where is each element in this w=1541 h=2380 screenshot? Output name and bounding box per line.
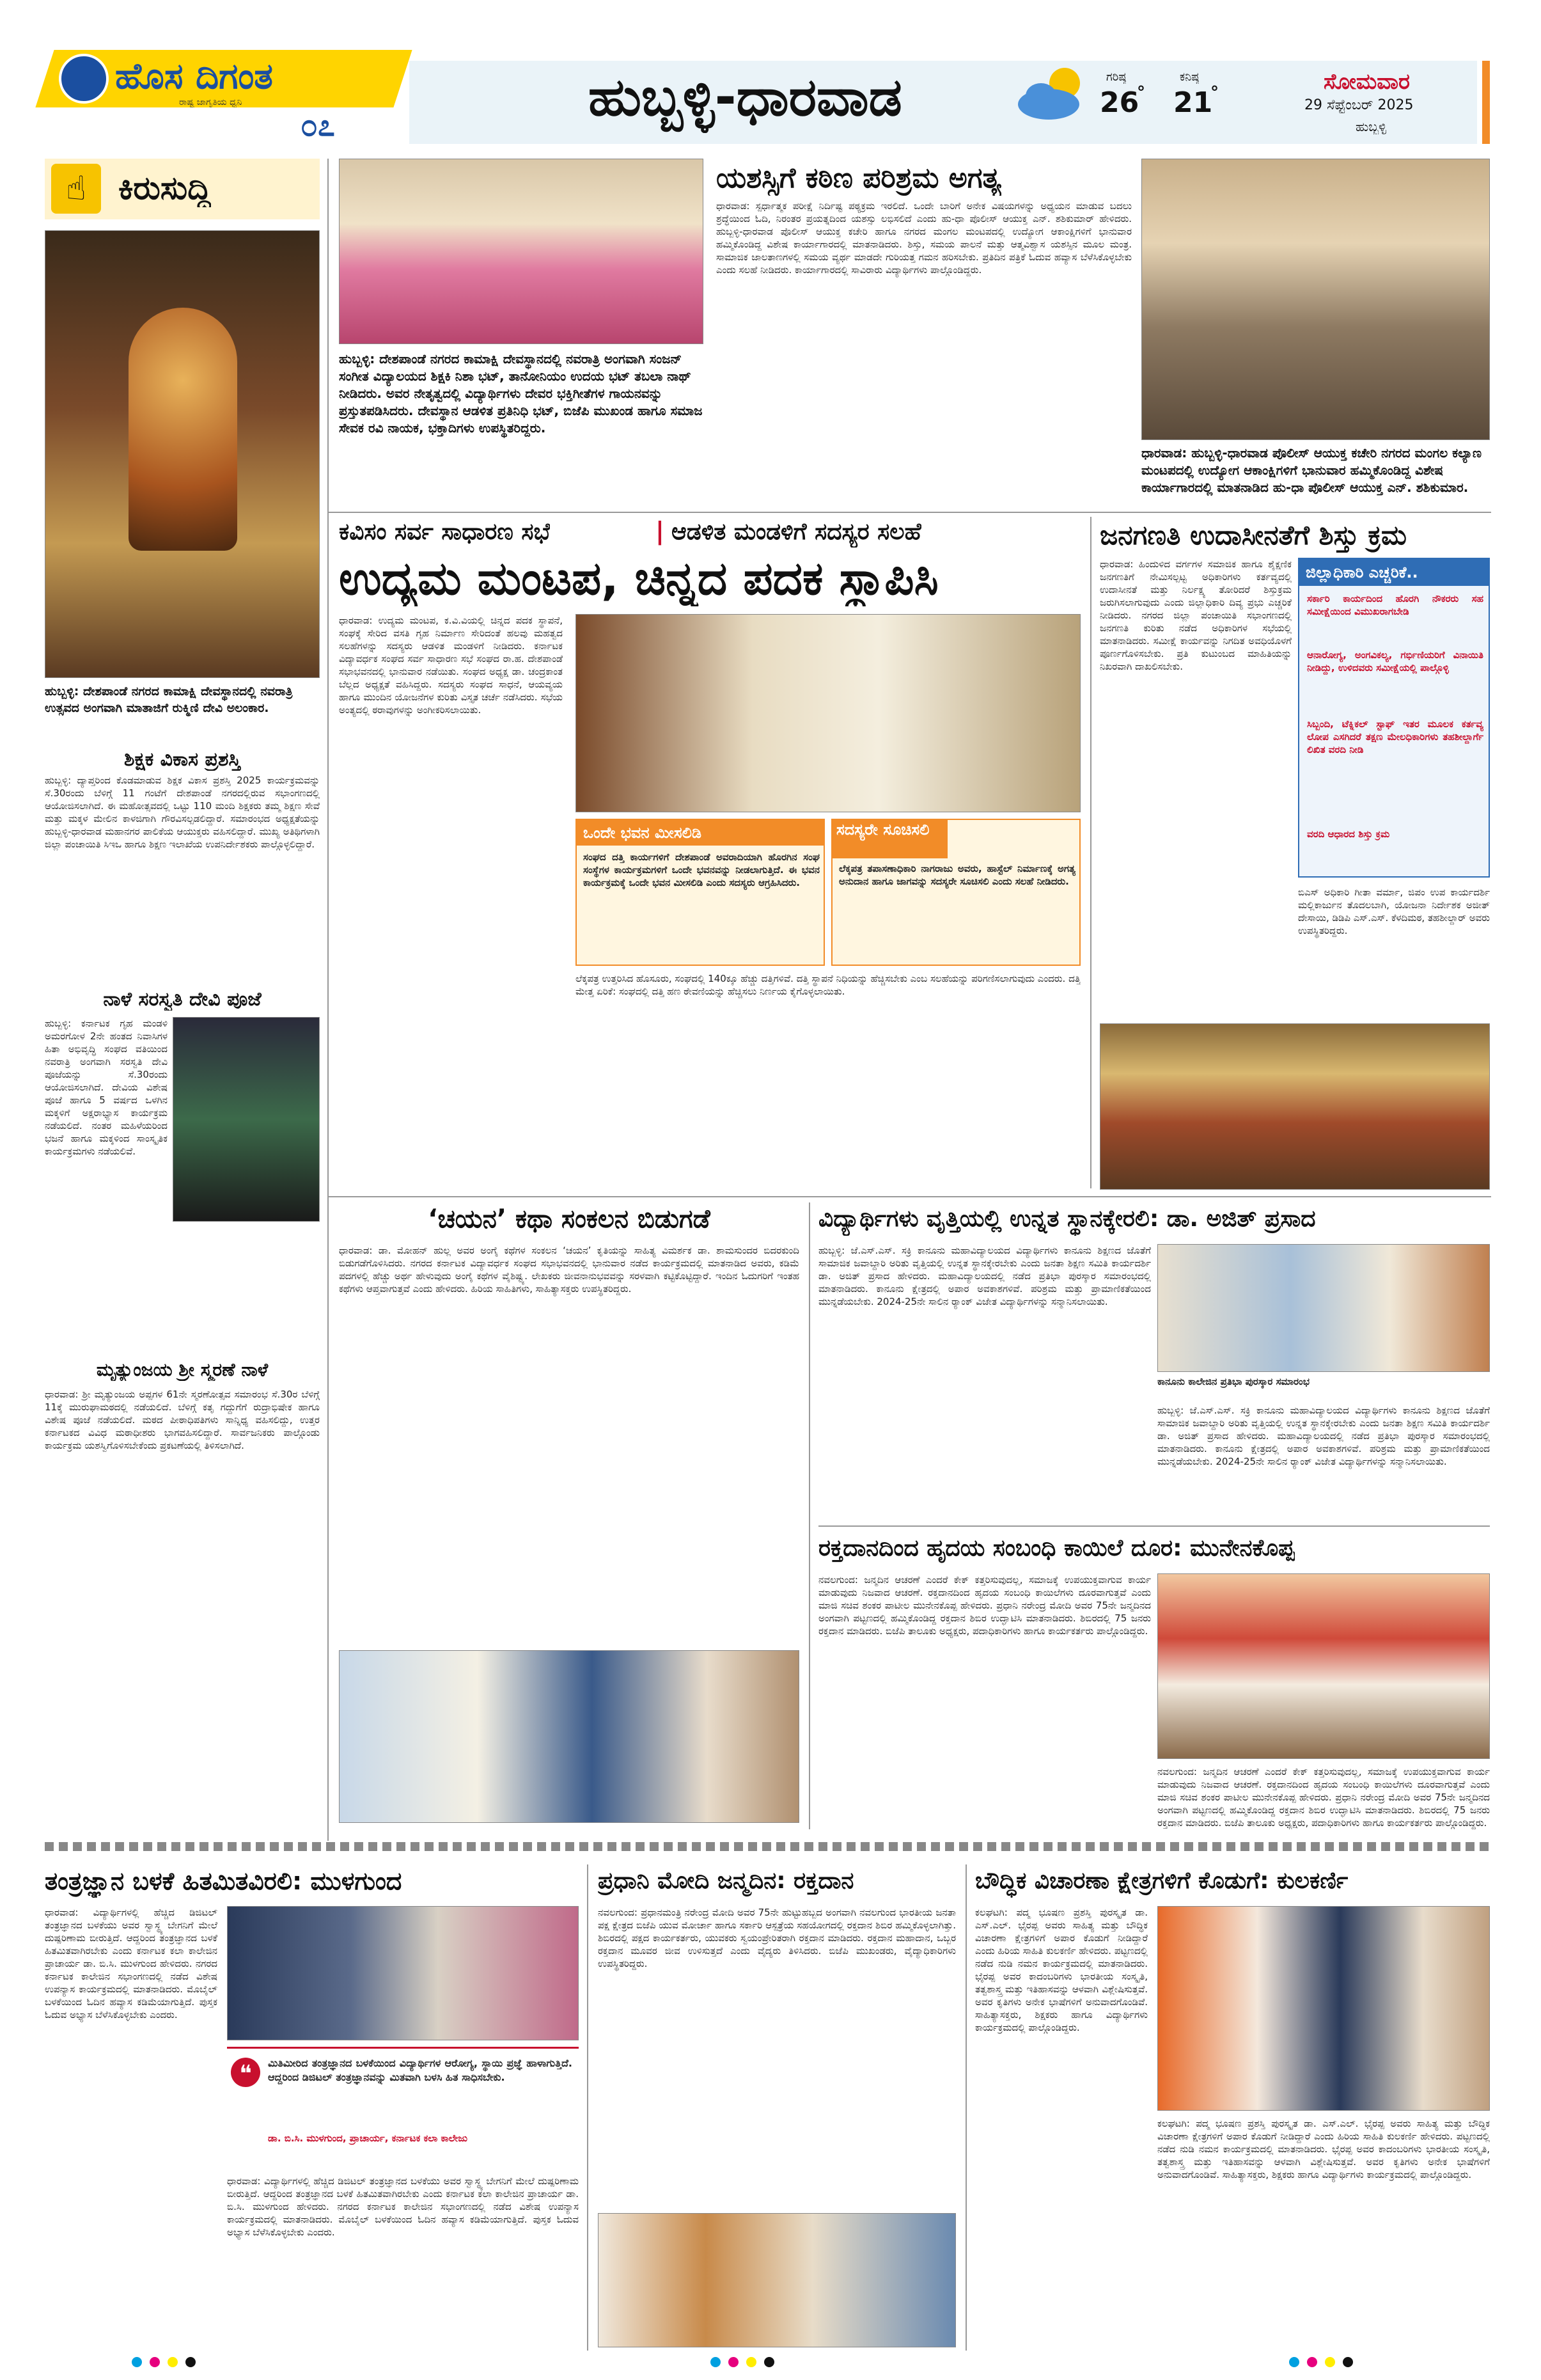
section-separator (45, 1842, 1490, 1851)
column-divider-3 (809, 1202, 810, 1829)
ajit-title: ವಿದ್ಯಾರ್ಥಿಗಳು ವೃತ್ತಿಯಲ್ಲಿ ಉನ್ನತ ಸ್ಥಾನಕ್ಕೇರಲಿ: ಡಾ. ಅಜಿತ್ ಪ್ರಸಾದ (818, 1206, 1316, 1232)
kirusuddi-header (45, 159, 320, 219)
ajit-photo (1157, 1244, 1490, 1372)
udyama-kicker-sep: | (655, 517, 664, 545)
column-divider (327, 159, 329, 1841)
raktadana-title: ರಕ್ತದಾನದಿಂದ ಹೃದಯ ಸಂಬಂಧಿ ಕಾಯಿಲೆ ದೂರ: ಮುನೇನಕೊಪ್ಪ (818, 1535, 1295, 1561)
weather-cloud-icon (1010, 61, 1093, 125)
music-caption: ಹುಬ್ಬಳ್ಳಿ: ದೇಶಪಾಂಡೆ ನಗರದ ಕಾಮಾಕ್ಷಿ ದೇವಸ್ಥಾನದಲ್ಲಿ ನವರಾತ್ರಿ ಅಂಗವಾಗಿ ಸಂಜನ್ ಸಂಗೀತ ವಿದ್ಯಾಲಯದ ಶಿಕ್ಷಕಿ ನಿಶಾ ಭಟ್, ತಾನೋನಿಯಂ ಉದಯ ಭಟ್ ತಬಲಾ ನಾಥ್ ನೀಡಿದರು. ಅವರ ನೇತೃತ್ವದಲ್ಲಿ ವಿದ್ಯಾರ್ಥಿಗಳು ದೇವರ ಭಕ್ತಿಗೀತೆಗಳ ಗಾಯನವನ್ನು ಪ್ರಸ್ತುತಪಡಿಸಿದರು. ದೇವಸ್ಥಾನ ಆಡಳಿತ ಪ್ರತಿನಿಧಿ ಭಟ್, ಬಿಜೆಪಿ ಮುಖಂಡ ಹಾಗೂ ಸಮಾಜ ಸೇವಕ ರವಿ ನಾಯಕ, ಭಕ್ತಾದಿಗಳು ಉಪಸ್ಥಿತರಿದ್ದರು. (339, 351, 703, 436)
quote-author: ಡಾ. ಬಿ.ಸಿ. ಮುಳಗುಂದ, ಪ್ರಾಚಾರ್ಯ, ಕರ್ನಾಟಕ ಕಲಾ ಕಾಲೇಜು (268, 2132, 468, 2144)
ajit-body: ಹುಬ್ಬಳ್ಳಿ: ಜೆ.ಎಸ್.ಎಸ್. ಸಕ್ರಿ ಕಾನೂನು ಮಹಾವಿದ್ಯಾಲಯದ ವಿದ್ಯಾರ್ಥಿಗಳು ಕಾನೂನು ಶಿಕ್ಷಣದ ಜೊತೆಗೆ ಸಾಮಾಜಿಕ ಜವಾಬ್ದಾರಿ ಅರಿತು ವೃತ್ತಿಯಲ್ಲಿ ಉನ್ನತ ಸ್ಥಾನಕ್ಕೇರಬೇಕು ಎಂದು ಜನತಾ ಶಿಕ್ಷಣ ಸಮಿತಿ ಕಾರ್ಯದರ್ಶಿ ಡಾ. ಅಜಿತ್ ಪ್ರಸಾದ ಹೇಳಿದರು. ಮಹಾವಿದ್ಯಾಲಯದಲ್ಲಿ ನಡೆದ ಪ್ರತಿಭಾ ಪುರಸ್ಕಾರ ಸಮಾರಂಭದಲ್ಲಿ ಮಾತನಾಡಿದರು. ಕಾನೂನು ಕ್ಷೇತ್ರದಲ್ಲಿ ಅಪಾರ ಅವಕಾಶಗಳಿವೆ. ಪರಿಶ್ರಮ ಮತ್ತು ಪ್ರಾಮಾಣಿಕತೆಯಿಂದ ಮುನ್ನಡೆಯಬೇಕು. 2024-25ನೇ ಸಾಲಿನ ರ್‍ಯಾಂಕ್ ವಿಜೇತ ವಿದ್ಯಾರ್ಥಿಗಳನ್ನು ಸನ್ಮಾನಿಸಲಾಯಿತು. (818, 1245, 1151, 1307)
box-1-title: ಒಂದೇ ಭವನ ಮೀಸಲಿಡಿ (577, 820, 825, 846)
min-temp: 21 (1173, 86, 1213, 119)
udyama-box-2 (831, 819, 1081, 966)
brand-tagline: ರಾಷ್ಟ್ರ ಜಾಗೃತಿಯ ಧ್ವನಿ (179, 97, 242, 107)
min-temp-label: ಕನಿಷ್ಠ (1180, 70, 1200, 84)
bouddhika-body-more: ಕಲಘಟಗಿ: ಪದ್ಮ ಭೂಷಣ ಪ್ರಶಸ್ತಿ ಪುರಸ್ಕೃತ ಡಾ. ಎಸ್.ಎಲ್. ಭೈರಪ್ಪ ಅವರು ಸಾಹಿತ್ಯ ಮತ್ತು ಬೌದ್ಧಿಕ ವಿಚಾರಣಾ ಕ್ಷೇತ್ರಗಳಿಗೆ ಅಪಾರ ಕೊಡುಗೆ ನೀಡಿದ್ದಾರೆ ಎಂದು ಹಿರಿಯ ಸಾಹಿತಿ ಕುಲಕರ್ಣಿ ಹೇಳಿದರು. ಪಟ್ಟಣದಲ್ಲಿ ನಡೆದ ನುಡಿ ನಮನ ಕಾರ್ಯಕ್ರಮದಲ್ಲಿ ಮಾತನಾಡಿದರು. ಭೈರಪ್ಪ ಅವರ ಕಾದಂಬರಿಗಳು ಭಾರತೀಯ ಸಂಸ್ಕೃತಿ, ತತ್ವಶಾಸ್ತ್ರ ಮತ್ತು ಇತಿಹಾಸವನ್ನು ಆಳವಾಗಿ ವಿಶ್ಲೇಷಿಸುತ್ತವೆ. ಅವರ ಕೃತಿಗಳು ಅನೇಕ ಭಾಷೆಗಳಿಗೆ ಅನುವಾದಗೊಂಡಿವೆ. ಸಾಹಿತ್ಯಾಸಕ್ತರು, ಶಿಕ್ಷಕರು ಹಾಗೂ ವಿದ್ಯಾರ್ಥಿಗಳು ಕಾರ್ಯಕ್ರಮದಲ್ಲಿ ಪಾಲ್ಗೊಂಡಿದ್ದರು. (1157, 2118, 1490, 2180)
box-1-body: ಸಂಘದ ದತ್ತಿ ಕಾರ್ಯಗಳಿಗೆ ದೇಶಪಾಂಡೆ ಅವರಾದಿಯಾಗಿ ಹೊರಗಿನ ಸಂಘ ಸಂಸ್ಥೆಗಳ ಕಾರ್ಯಕ್ರಮಗಳಿಗೆ ಒಂದೇ ಭವನವನ್ನು ನೀಡಲಾಗುತ್ತಿದೆ. ಈ ಭವನ ಕಾರ್ಯಕ್ರಮಕ್ಕೆ ಒಂದೇ ಭವನ ಮೀಸಲಿಡಿ ಎಂದು ಸದಸ್ಯರು ಆಗ್ರಹಿಸಿದರು. (583, 851, 820, 888)
kiru-item-title-1: ಶಿಕ್ಷಕ ವಿಕಾಸ ಪ್ರಶಸ್ತಿ (124, 748, 240, 771)
janaganati-body: ಧಾರವಾಡ: ಹಿಂದುಳಿದ ವರ್ಗಗಳ ಸಮಾಜಿಕ ಹಾಗೂ ಶೈಕ್ಷಣಿಕ ಜನಗಣತಿಗೆ ನೇಮಿಸಲ್ಪಟ್ಟ ಅಧಿಕಾರಿಗಳು ಕರ್ತವ್ಯದಲ್ಲಿ ಉದಾಸೀನತೆ ಮತ್ತು ನಿರ್ಲಕ್ಷ್ಯ ತೋರಿದರೆ ಶಿಸ್ತುಕ್ರಮ ಜರುಗಿಸಲಾಗುವುದು ಎಂದು ಜಿಲ್ಲಾಧಿಕಾರಿ ದಿವ್ಯ ಪ್ರಭು ಎಚ್ಚರಿಕೆ ನೀಡಿದರು. ನಗರದ ಜಿಲ್ಲಾ ಪಂಚಾಯಿತಿ ಸಭಾಂಗಣದಲ್ಲಿ ಜನಗಣತಿ ಕುರಿತು ನಡೆದ ಅಧಿಕಾರಿಗಳ ಸಭೆಯಲ್ಲಿ ಮಾತನಾಡಿದರು. ಸಮೀಕ್ಷೆ ಕಾರ್ಯವನ್ನು ನಿಗದಿತ ಅವಧಿಯೊಳಗೆ ಪೂರ್ಣಗೊಳಿಸಬೇಕು. ಪ್ರತಿ ಕುಟುಂಬದ ಮಾಹಿತಿಯನ್ನು ನಿಖರವಾಗಿ ದಾಖಲಿಸಬೇಕು. (1100, 558, 1292, 672)
bouddhika-photo (1157, 1906, 1490, 2111)
brand-badge (59, 54, 109, 104)
edge-marker (1482, 61, 1490, 144)
registration-dots-left (128, 2357, 256, 2372)
udyama-title: ಉದ್ಯಮ ಮಂಟಪ, ಚಿನ್ನದ ಪದಕ ಸ್ಥಾಪಿಸಿ (339, 551, 939, 605)
quote-text: ಮಿತಿಮೀರಿದ ತಂತ್ರಜ್ಞಾನದ ಬಳಕೆಯಿಂದ ವಿದ್ಯಾರ್ಥಿಗಳ ಆರೋಗ್ಯ, ಸ್ಥಾಯಿ ಪ್ರಜ್ಞೆ ಹಾಳಾಗುತ್ತಿದೆ. ಆದ್ದರಿಂದ ಡಿಜಿಟಲ್ ತಂತ್ರಜ್ಞಾನವನ್ನು ಮಿತವಾಗಿ ಬಳಸಿ ಹಿತ ಸಾಧಿಸಬೇಕು. (268, 2057, 572, 2083)
tantrajnana-title: ತಂತ್ರಜ್ಞಾನ ಬಳಕೆ ಹಿತಮಿತವಿರಲಿ: ಮುಳಗುಂದ (45, 1867, 402, 1895)
udyama-bottom-body: ಲೆಕ್ಕಪತ್ರ ಉತ್ತರಿಸಿದ ಹೊಸೂರು, ಸಂಘದಲ್ಲಿ 140ಕ್ಕೂ ಹೆಚ್ಚು ದತ್ತಿಗಳಿವೆ. ದತ್ತಿ ಸ್ಥಾಪನೆ ನಿಧಿಯನ್ನು ಹೆಚ್ಚಿಸಬೇಕು ಎಂಬ ಸಲಹೆಯನ್ನು ಪರಿಗಣಿಸಲಾಗುವುದು ಎಂದರು. ದತ್ತಿ ಮೇತ್ತ ಏರಿಕೆ: ಸಂಘದಲ್ಲಿ ದತ್ತಿ ಹಣ ಠೇವಣಿಯನ್ನು ಹೆಚ್ಚಿಸಲು ನಿರ್ಣಯ ಕೈಗೊಳ್ಳಲಾಯಿತು. (575, 973, 1081, 997)
tantrajnana-body-more: ಧಾರವಾಡ: ವಿದ್ಯಾರ್ಥಿಗಳಲ್ಲಿ ಹೆಚ್ಚಿದ ಡಿಜಿಟಲ್ ತಂತ್ರಜ್ಞಾನದ ಬಳಕೆಯು ಅವರ ಸ್ವಾಸ್ಥ್ಯ ಬೇಗನಿಗೆ ಮೇಲೆ ದುಷ್ಪರಿಣಾಮ ಬೀರುತ್ತಿದೆ. ಆದ್ದರಿಂದ ತಂತ್ರಜ್ಞಾನದ ಬಳಕೆ ಹಿತಮಿತವಾಗಿರಬೇಕು ಎಂದು ಕರ್ನಾಟಕ ಕಲಾ ಕಾಲೇಜಿನ ಪ್ರಾಚಾರ್ಯ ಡಾ. ಬಿ.ಸಿ. ಮುಳಗುಂದ ಹೇಳಿದರು. ನಗರದ ಕರ್ನಾಟಕ ಕಾಲೇಜಿನ ಸಭಾಂಗಣದಲ್ಲಿ ನಡೆದ ವಿಶೇಷ ಉಪನ್ಯಾಸ ಕಾರ್ಯಕ್ರಮದಲ್ಲಿ ಮಾತನಾಡಿದರು. ಮೊಬೈಲ್ ಬಳಕೆಯಿಂದ ಓದಿನ ಹವ್ಯಾಸ ಕಡಿಮೆಯಾಗುತ್ತಿದೆ. ಪುಸ್ತಕ ಓದುವ ಅಭ್ಯಾಸ ಬೆಳೆಸಿಕೊಳ್ಳಬೇಕು ಎಂದರು. (227, 2175, 579, 2238)
raktadana-photo (1157, 1573, 1490, 1759)
issue-city: ಹುಬ್ಬಳ್ಳಿ (1356, 119, 1387, 134)
warning-item-3: ಸಿಬ್ಬಂದಿ, ಟೆಕ್ನಿಕಲ್ ಸ್ಟಾಫ್ ಇತರ ಮೂಲಕ ಕರ್ತವ್ಯ ಲೋಪ ಎಸಗಿದರೆ ತಕ್ಷಣ ಮೇಲಧಿಕಾರಿಗಳು ತಹಶೀಲ್ದಾರ್ಗೆ ಲಿಖಿತ ವರದಿ ನೀಡಿ (1307, 718, 1483, 755)
kiru-item-body-1: ಹುಬ್ಬಳ್ಳಿ: ದ್ಯಾಪ್ತರಿಂದ ಕೊಡಮಾಡುವ ಶಿಕ್ಷಕ ವಿಕಾಸ ಪ್ರಶಸ್ತಿ 2025 ಕಾರ್ಯಕ್ರಮವನ್ನು ಸೆ.30ರಂದು ಬೆಳಿಗ್ಗೆ 11 ಗಂಟೆಗೆ ದೇಶಪಾಂಡೆ ನಗರದಲ್ಲಿರುವ ಸಭಾಂಗಣದಲ್ಲಿ ಆಯೋಜಿಸಲಾಗಿದೆ. ಈ ಮಹೋತ್ಸವದಲ್ಲಿ ಒಟ್ಟು 110 ಮಂದಿ ಶಿಕ್ಷಕರು ತಮ್ಮ ಶಿಕ್ಷಣ ಸೇವೆ ಮತ್ತು ಮಕ್ಕಳ ಮೇಲಿನ ಕಾಳಜಿಗಾಗಿ ಗೌರವಿಸಲ್ಪಡಲಿದ್ದಾರೆ. ಸಮಾರಂಭದ ಅಧ್ಯಕ್ಷತೆಯನ್ನು ಹುಬ್ಬಳ್ಳಿ-ಧಾರವಾಡ ಮಹಾನಗರ ಪಾಲಿಕೆಯ ಆಯುಕ್ತರು ವಹಿಸಲಿದ್ದಾರೆ. ಮುಖ್ಯ ಅತಿಥಿಗಳಾಗಿ ಜಿಲ್ಲಾ ಪಂಚಾಯಿತಿ ಸಿಇಒ ಹಾಗೂ ಶಿಕ್ಷಣ ಇಲಾಖೆಯ ಉಪನಿರ್ದೇಶಕರು ಪಾಲ್ಗೊಳ್ಳಲಿದ್ದಾರೆ. (45, 775, 320, 850)
kiru-item-title-3: ಮೃತ್ಯುಂಜಯ ಶ್ರೀ ಸ್ಮರಣೆ ನಾಳೆ (96, 1359, 269, 1380)
udyama-kicker-right: ಆಡಳಿತ ಮಂಡಳಿಗೆ ಸದಸ್ಯರ ಸಲಹೆ (671, 519, 921, 545)
max-temp-label: ಗರಿಷ್ಠ (1106, 70, 1127, 84)
kiru-item-body-2: ಹುಬ್ಬಳ್ಳಿ: ಕರ್ನಾಟಕ ಗೃಹ ಮಂಡಳಿ ಅಮರಗೋಳ 2ನೇ ಹಂತದ ನಿವಾಸಿಗಳ ಹಿತಾ ಅಭಿವೃದ್ಧಿ ಸಂಘದ ವತಿಯಿಂದ ನವರಾತ್ರಿ ಅಂಗವಾಗಿ ಸರಸ್ವತಿ ದೇವಿ ಪೂಜೆಯನ್ನು ಸೆ.30ರಂದು ಆಯೋಜಿಸಲಾಗಿದೆ. ದೇವಿಯ ವಿಶೇಷ ಪೂಜೆ ಹಾಗೂ 5 ವರ್ಷದ ಒಳಗಿನ ಮಕ್ಕಳಿಗೆ ಅಕ್ಷರಾಭ್ಯಾಸ ಕಾರ್ಯಕ್ರಮ ನಡೆಯಲಿದೆ. ನಂತರ ಮಹಿಳೆಯರಿಂದ ಭಜನೆ ಹಾಗೂ ಮಕ್ಕಳಿಂದ ಸಾಂಸ್ಕೃತಿಕ ಕಾರ್ಯಕ್ರಮಗಳು ನಡೆಯಲಿವೆ. (45, 1018, 168, 1157)
brand-name: ಹೊಸ ದಿಗಂತ (115, 56, 273, 97)
tantrajnana-photo (227, 1906, 579, 2040)
police-caption: ಧಾರವಾಡ: ಹುಬ್ಬಳ್ಳಿ-ಧಾರವಾಡ ಪೊಲೀಸ್ ಆಯುಕ್ತ ಕಚೇರಿ ನಗರದ ಮಂಗಲ ಕಲ್ಯಾಣ ಮಂಟಪದಲ್ಲಿ ಉದ್ಯೋಗ ಆಕಾಂಕ್ಷಿಗಳಿಗೆ ಭಾನುವಾರ ಹಮ್ಮಿಕೊಂಡಿದ್ದ ವಿಶೇಷ ಕಾರ್ಯಾಗಾರದಲ್ಲಿ ಮಾತನಾಡಿದ ಹು-ಧಾ ಪೊಲೀಸ್ ಆಯುಕ್ತ ಎನ್. ಶಶಿಕುಮಾರ. (1141, 445, 1482, 495)
row-divider-3 (818, 1525, 1490, 1527)
kiru-item-body-3: ಧಾರವಾಡ: ಶ್ರೀ ಮೃತ್ಯುಂಜಯ ಅಪ್ಪಗಳ 61ನೇ ಸ್ಮರಣೋತ್ಸವ ಸಮಾರಂಭ ಸೆ.30ರ ಬೆಳಿಗ್ಗೆ 11ಕ್ಕೆ ಮುರುಘಾಮಠದಲ್ಲಿ ನಡೆಯಲಿದೆ. ಬೆಳಿಗ್ಗೆ ಕತೃ ಗದ್ದುಗೆಗೆ ರುದ್ರಾಭಿಷೇಕ ಹಾಗೂ ವಿಶೇಷ ಪೂಜೆ ನಡೆಯಲಿದೆ. ಮಠದ ಪೀಠಾಧಿಪತಿಗಳು ಸಾನ್ನಿಧ್ಯ ವಹಿಸಲಿದ್ದು, ಉತ್ತರ ಕರ್ನಾಟಕದ ವಿವಿಧ ಮಠಾಧೀಶರು ಭಾಗವಹಿಸಲಿದ್ದಾರೆ. ಸಾರ್ವಜನಿಕರು ಪಾಲ್ಗೊಂಡು ಕಾರ್ಯಕ್ರಮ ಯಶಸ್ವಿಗೊಳಿಸಬೇಕೆಂದು ಪ್ರಕಟಣೆಯಲ್ಲಿ ತಿಳಿಸಲಾಗಿದೆ. (45, 1389, 320, 1451)
column-divider-2 (1090, 517, 1091, 1188)
warning-box-title: ಜಿಲ್ಲಾಧಿಕಾರಿ ಎಚ್ಚರಿಕೆ.. (1299, 559, 1490, 586)
modi-body: ನವಲಗುಂದ: ಪ್ರಧಾನಮಂತ್ರಿ ನರೇಂದ್ರ ಮೋದಿ ಅವರ 75ನೇ ಹುಟ್ಟುಹಬ್ಬದ ಅಂಗವಾಗಿ ನವಲಗುಂದ ಭಾರತೀಯ ಜನತಾ ಪಕ್ಷ ಕ್ಷೇತ್ರದ ಬಿಜೆಪಿ ಯುವ ಮೋರ್ಚಾ ಹಾಗೂ ಸರ್ಕಾರಿ ಆಸ್ಪತ್ರೆಯ ಸಹಯೋಗದಲ್ಲಿ ರಕ್ತದಾನ ಶಿಬಿರ ಹಮ್ಮಿಕೊಳ್ಳಲಾಗಿತ್ತು. ಶಿಬಿರದಲ್ಲಿ ಪಕ್ಷದ ಕಾರ್ಯಕರ್ತರು, ಯುವಕರು ಸ್ವಯಂಪ್ರೇರಿತರಾಗಿ ರಕ್ತದಾನ ಮಾಡಿದರು. ರಕ್ತದಾನ ಮಹಾದಾನ, ಒಬ್ಬರ ರಕ್ತದಾನ ಮೂವರ ಜೀವ ಉಳಿಸುತ್ತದೆ ಎಂದು ವೈದ್ಯರು ತಿಳಿಸಿದರು. ಬಿಜೆಪಿ ಮುಖಂಡರು, ವೈದ್ಯಾಧಿಕಾರಿಗಳು ಉಪಸ್ಥಿತರಿದ್ದರು. (598, 1907, 956, 1969)
chayana-body: ಧಾರವಾಡ: ಡಾ. ಮೋಹನ್ ಹುಲ್ಲ ಅವರ ಅಂಗೈ ಕಥೆಗಳ ಸಂಕಲನ ‘ಚಯನ’ ಕೃತಿಯನ್ನು ಸಾಹಿತ್ಯ ವಿಮರ್ಶಕ ಡಾ. ಶಾಮಸುಂದರ ಬಿದರಕುಂದಿ ಬಿಡುಗಡೆಗೊಳಿಸಿದರು. ನಗರದ ಕರ್ನಾಟಕ ವಿದ್ಯಾವರ್ಧಕ ಸಂಘದ ಸಭಾಭವನದಲ್ಲಿ ಭಾನುವಾರ ನಡೆದ ಕಾರ್ಯಕ್ರಮದಲ್ಲಿ ಮಾತನಾಡಿದ ಅವರು, ಕಡಿಮೆ ಪದಗಳಲ್ಲಿ ಹೆಚ್ಚು ಅರ್ಥ ಹೇಳುವುದು ಅಂಗೈ ಕಥೆಗಳ ವೈಶಿಷ್ಟ್ಯ. ಲೇಖಕರು ಜೀವನಾನುಭವವನ್ನು ಸರಳವಾಗಿ ಕಟ್ಟಿಕೊಟ್ಟಿದ್ದಾರೆ. ಇಂದಿನ ಓದುಗರಿಗೆ ಇಂತಹ ಕಥೆಗಳು ಆಪ್ತವಾಗುತ್ತವೆ ಎಂದು ಹೇಳಿದರು. ಹಿರಿಯ ಸಾಹಿತಿಗಳು, ಸಾಹಿತ್ಯಾಸಕ್ತರು ಉಪಸ್ಥಿತರಿದ್ದರು. (339, 1245, 799, 1295)
goddess-photo (45, 230, 320, 678)
quote-box (227, 2047, 579, 2168)
raktadana-body-more: ನವಲಗುಂದ: ಜನ್ಮದಿನ ಆಚರಣೆ ಎಂದರೆ ಕೇಕ್ ಕತ್ತರಿಸುವುದಲ್ಲ, ಸಮಾಜಕ್ಕೆ ಉಪಯುಕ್ತವಾಗುವ ಕಾರ್ಯ ಮಾಡುವುದು ನಿಜವಾದ ಆಚರಣೆ. ರಕ್ತದಾನದಿಂದ ಹೃದಯ ಸಂಬಂಧಿ ಕಾಯಿಲೆಗಳು ದೂರವಾಗುತ್ತವೆ ಎಂದು ಮಾಜಿ ಸಚಿವ ಶಂಕರ ಪಾಟೀಲ ಮುನೇನಕೊಪ್ಪ ಹೇಳಿದರು. ಪ್ರಧಾನಿ ನರೇಂದ್ರ ಮೋದಿ ಅವರ 75ನೇ ಜನ್ಮದಿನದ ಅಂಗವಾಗಿ ಪಟ್ಟಣದಲ್ಲಿ ಹಮ್ಮಿಕೊಂಡಿದ್ದ ರಕ್ತದಾನ ಶಿಬಿರ ಉದ್ಘಾಟಿಸಿ ಮಾತನಾಡಿದರು. ಶಿಬಿರದಲ್ಲಿ 75 ಜನರು ರಕ್ತದಾನ ಮಾಡಿದರು. ಬಿಜೆಪಿ ತಾಲೂಕು ಅಧ್ಯಕ್ಷರು, ಪದಾಧಿಕಾರಿಗಳು ಹಾಗೂ ಕಾರ್ಯಕರ್ತರು ಪಾಲ್ಗೊಂಡಿದ್ದರು. (1157, 1766, 1490, 1829)
police-photo (1141, 159, 1490, 440)
warning-item-1: ಸರ್ಕಾರಿ ಕಾರ್ಯದಿಂದ ಹೊರಗಿ ನೌಕರರು ಸಹ ಸಮೀಕ್ಷೆಯಿಂದ ವಿಮುಖರಾಗಬೇಡಿ (1307, 593, 1483, 617)
udyama-kicker-left: ಕವಿಸಂ ಸರ್ವ ಸಾಧಾರಣ ಸಭೆ (339, 519, 551, 545)
warning-item-2: ಆನಾರೋಗ್ಯ, ಅಂಗವಿಕಲ್ಯ, ಗರ್ಭಿಣಿಯರಿಗೆ ವಿನಾಯಿತಿ ನೀಡಿದ್ದು, ಉಳಿದವರು ಸಮೀಕ್ಷೆಯಲ್ಲಿ ಪಾಲ್ಗೊಳ್ಳಿ (1307, 649, 1483, 674)
edition-title: ಹುಬ್ಬಳ್ಳಿ-ಧಾರವಾಡ (588, 67, 902, 128)
yashassige-body: ಧಾರವಾಡ: ಸ್ಪರ್ಧಾತ್ಮಕ ಪರೀಕ್ಷೆ ನಿರ್ದಿಷ್ಟ ಪಠ್ಯಕ್ರಮ ಇರಲಿದೆ. ಒಂದೇ ಬಾರಿಗೆ ಅನೇಕ ವಿಷಯಗಳನ್ನು ಅಧ್ಯಯನ ಮಾಡುವ ಬದಲು ಶ್ರದ್ಧೆಯಿಂದ ಓದಿ, ನಿರಂತರ ಪ್ರಯತ್ನದಿಂದ ಯಶಸ್ಸು ಲಭಿಸಲಿದೆ ಎಂದು ಹು-ಧಾ ಪೊಲೀಸ್ ಆಯುಕ್ತ ಎನ್. ಶಶಿಕುಮಾರ್ ಹೇಳಿದರು. ಹುಬ್ಬಳ್ಳಿ-ಧಾರವಾಡ ಪೊಲೀಸ್ ಆಯುಕ್ತ ಕಚೇರಿ ಹಾಗೂ ನಗರದ ಮಂಗಲ ಮಂಟಪದಲ್ಲಿ ಉದ್ಯೋಗ ಆಕಾಂಕ್ಷಿಗಳಿಗೆ ಭಾನುವಾರ ಹಮ್ಮಿಕೊಂಡಿದ್ದ ವಿಶೇಷ ಕಾರ್ಯಾಗಾರದಲ್ಲಿ ಮಾತನಾಡಿದರು. ಶಿಸ್ತು, ಸಮಯ ಪಾಲನೆ ಮತ್ತು ಆತ್ಮವಿಶ್ವಾಸ ಯಶಸ್ಸಿನ ಮೂಲ ಮಂತ್ರ. ಸಾಮಾಜಿಕ ಜಾಲತಾಣಗಳಲ್ಲಿ ಸಮಯ ವ್ಯರ್ಥ ಮಾಡದೇ ಗುರಿಯತ್ತ ಗಮನ ಹರಿಸಬೇಕು. ಪ್ರತಿದಿನ ಪತ್ರಿಕೆ ಓದುವ ಹವ್ಯಾಸ ಬೆಳೆಸಿಕೊಳ್ಳಬೇಕು ಎಂದು ಸಲಹೆ ನೀಡಿದರು. ಕಾರ್ಯಾಗಾರದಲ್ಲಿ ಸಾವಿರಾರು ವಿದ್ಯಾರ್ಥಿಗಳು ಪಾಲ್ಗೊಂಡಿದ್ದರು. (716, 200, 1132, 276)
kirusuddi-title: ಕಿರುಸುದ್ದಿ (118, 169, 212, 207)
modi-photo (598, 2213, 956, 2347)
row-divider-2 (327, 1196, 1491, 1197)
music-photo (339, 159, 703, 344)
bouddhika-title: ಬೌದ್ಧಿಕ ವಿಚಾರಣಾ ಕ್ಷೇತ್ರಗಳಿಗೆ ಕೊಡುಗೆ: ಕುಲಕರ್ಣಿ (975, 1868, 1349, 1894)
column-divider-5 (966, 1864, 967, 2351)
yashassige-title: ಯಶಸ್ಸಿಗೆ ಕಠಿಣ ಪರಿಶ್ರಮ ಅಗತ್ಯ (716, 162, 1002, 194)
box-2-title: ಸದಸ್ಯರೇ ಸೂಚಿಸಲಿ (833, 820, 948, 858)
ajit-body-more: ಹುಬ್ಬಳ್ಳಿ: ಜೆ.ಎಸ್.ಎಸ್. ಸಕ್ರಿ ಕಾನೂನು ಮಹಾವಿದ್ಯಾಲಯದ ವಿದ್ಯಾರ್ಥಿಗಳು ಕಾನೂನು ಶಿಕ್ಷಣದ ಜೊತೆಗೆ ಸಾಮಾಜಿಕ ಜವಾಬ್ದಾರಿ ಅರಿತು ವೃತ್ತಿಯಲ್ಲಿ ಉನ್ನತ ಸ್ಥಾನಕ್ಕೇರಬೇಕು ಎಂದು ಜನತಾ ಶಿಕ್ಷಣ ಸಮಿತಿ ಕಾರ್ಯದರ್ಶಿ ಡಾ. ಅಜಿತ್ ಪ್ರಸಾದ ಹೇಳಿದರು. ಮಹಾವಿದ್ಯಾಲಯದಲ್ಲಿ ನಡೆದ ಪ್ರತಿಭಾ ಪುರಸ್ಕಾರ ಸಮಾರಂಭದಲ್ಲಿ ಮಾತನಾಡಿದರು. ಕಾನೂನು ಕ್ಷೇತ್ರದಲ್ಲಿ ಅಪಾರ ಅವಕಾಶಗಳಿವೆ. ಪರಿಶ್ರಮ ಮತ್ತು ಪ್ರಾಮಾಣಿಕತೆಯಿಂದ ಮುನ್ನಡೆಯಬೇಕು. 2024-25ನೇ ಸಾಲಿನ ರ್‍ಯಾಂಕ್ ವಿಜೇತ ವಿದ್ಯಾರ್ಥಿಗಳನ್ನು ಸನ್ಮಾನಿಸಲಾಯಿತು. (1157, 1405, 1490, 1467)
issue-date: 29 ಸೆಪ್ಟೆಂಬರ್ 2025 (1304, 97, 1414, 113)
modi-title: ಪ್ರಧಾನಿ ಮೋದಿ ಜನ್ಮದಿನ: ರಕ್ತದಾನ (598, 1868, 854, 1894)
udyama-body: ಧಾರವಾಡ: ಉದ್ಯಮ ಮಂಟಪ, ಕ.ವಿ.ವಿಯಲ್ಲಿ ಚಿನ್ನದ ಪದಕ ಸ್ಥಾಪನೆ, ಸಂಘಕ್ಕೆ ಸೇರಿದ ವಸತಿ ಗೃಹ ನಿರ್ಮಾಣ ಸೇರಿದಂತೆ ಹಲವು ಮಹತ್ವದ ಸಲಹೆಗಳನ್ನು ಸದಸ್ಯರು ಆಡಳಿತ ಮಂಡಳಿಗೆ ನೀಡಿದರು. ಕರ್ನಾಟಕ ವಿದ್ಯಾವರ್ಧಕ ಸಂಘದ ಸರ್ವ ಸಾಧಾರಣ ಸಭೆ ಸಂಘದ ರಾ.ಹ. ದೇಶಪಾಂಡೆ ಸಭಾಭವನದಲ್ಲಿ ಭಾನುವಾರ ನಡೆಯಿತು. ಸಂಘದ ಅಧ್ಯಕ್ಷ ಡಾ. ಚಂದ್ರಕಾಂತ ಬೆಲ್ಲದ ಅಧ್ಯಕ್ಷತೆ ವಹಿಸಿದ್ದರು. ಸದಸ್ಯರು ಸಂಘದ ಸಾಧನೆ, ಆಯವ್ಯಯ ಹಾಗೂ ಮುಂದಿನ ಯೋಜನೆಗಳ ಕುರಿತು ವಿಸ್ತೃತ ಚರ್ಚೆ ನಡೆಸಿದರು. ಸಭೆಯ ಅಂತ್ಯದಲ್ಲಿ ಠರಾವುಗಳನ್ನು ಅಂಗೀಕರಿಸಲಾಯಿತು. (339, 615, 563, 716)
raktadana-body: ನವಲಗುಂದ: ಜನ್ಮದಿನ ಆಚರಣೆ ಎಂದರೆ ಕೇಕ್ ಕತ್ತರಿಸುವುದಲ್ಲ, ಸಮಾಜಕ್ಕೆ ಉಪಯುಕ್ತವಾಗುವ ಕಾರ್ಯ ಮಾಡುವುದು ನಿಜವಾದ ಆಚರಣೆ. ರಕ್ತದಾನದಿಂದ ಹೃದಯ ಸಂಬಂಧಿ ಕಾಯಿಲೆಗಳು ದೂರವಾಗುತ್ತವೆ ಎಂದು ಮಾಜಿ ಸಚಿವ ಶಂಕರ ಪಾಟೀಲ ಮುನೇನಕೊಪ್ಪ ಹೇಳಿದರು. ಪ್ರಧಾನಿ ನರೇಂದ್ರ ಮೋದಿ ಅವರ 75ನೇ ಜನ್ಮದಿನದ ಅಂಗವಾಗಿ ಪಟ್ಟಣದಲ್ಲಿ ಹಮ್ಮಿಕೊಂಡಿದ್ದ ರಕ್ತದಾನ ಶಿಬಿರ ಉದ್ಘಾಟಿಸಿ ಮಾತನಾಡಿದರು. ಶಿಬಿರದಲ್ಲಿ 75 ಜನರು ರಕ್ತದಾನ ಮಾಡಿದರು. ಬಿಜೆಪಿ ತಾಲೂಕು ಅಧ್ಯಕ್ಷರು, ಪದಾಧಿಕಾರಿಗಳು ಹಾಗೂ ಕಾರ್ಯಕರ್ತರು ಪಾಲ್ಗೊಂಡಿದ್ದರು. (818, 1574, 1151, 1637)
goddess-caption: ಹುಬ್ಬಳ್ಳಿ: ದೇಶಪಾಂಡೆ ನಗರದ ಕಾಮಾಕ್ಷಿ ದೇವಸ್ಥಾನದಲ್ಲಿ ನವರಾತ್ರಿ ಉತ್ಸವದ ಅಂಗವಾಗಿ ಮಾತಾಜಿಗೆ ರುಕ್ಮಿಣಿ ದೇವಿ ಅಲಂಕಾರ. (45, 684, 293, 715)
weekday: ಸೋಮವಾರ (1324, 69, 1411, 95)
janaganati-photo (1100, 1023, 1490, 1190)
janaganati-body-2: ಬಿಎಸ್ ಅಧಿಕಾರಿ ಗೀತಾ ವರ್ಮಾ, ಜಿಪಂ ಉಪ ಕಾರ್ಯದರ್ಶಿ ಮಲ್ಲಿಕಾರ್ಜುನ ತೊದಲಬಾಗಿ, ಯೋಜನಾ ನಿರ್ದೇಶಕ ಅಜೀತ್ ದೇಸಾಯಿ, ಡಿಡಿಪಿ ಎಸ್.ಎಸ್. ಕೆಳದಿಮಠ, ತಹಶೀಲ್ದಾರ್ ಅವರು ಉಪಸ್ಥಿತರಿದ್ದರು. (1298, 887, 1490, 936)
saraswati-photo (173, 1017, 320, 1222)
box-2-body: ಲೆಕ್ಕಪತ್ರ ತಪಾಸಣಾಧಿಕಾರಿ ನಾಗರಾಜು ಅವರು, ಹಾಸ್ಟೆಲ್ ನಿರ್ಮಾಣಕ್ಕೆ ಅಗತ್ಯ ಅನುದಾನ ಹಾಗೂ ಜಾಗವನ್ನು ಸದಸ್ಯರೇ ಸೂಚಿಸಲಿ ಎಂದು ಸಲಹೆ ನೀಡಿದರು. (839, 863, 1076, 887)
bouddhika-body: ಕಲಘಟಗಿ: ಪದ್ಮ ಭೂಷಣ ಪ್ರಶಸ್ತಿ ಪುರಸ್ಕೃತ ಡಾ. ಎಸ್.ಎಲ್. ಭೈರಪ್ಪ ಅವರು ಸಾಹಿತ್ಯ ಮತ್ತು ಬೌದ್ಧಿಕ ವಿಚಾರಣಾ ಕ್ಷೇತ್ರಗಳಿಗೆ ಅಪಾರ ಕೊಡುಗೆ ನೀಡಿದ್ದಾರೆ ಎಂದು ಹಿರಿಯ ಸಾಹಿತಿ ಕುಲಕರ್ಣಿ ಹೇಳಿದರು. ಪಟ್ಟಣದಲ್ಲಿ ನಡೆದ ನುಡಿ ನಮನ ಕಾರ್ಯಕ್ರಮದಲ್ಲಿ ಮಾತನಾಡಿದರು. ಭೈರಪ್ಪ ಅವರ ಕಾದಂಬರಿಗಳು ಭಾರತೀಯ ಸಂಸ್ಕೃತಿ, ತತ್ವಶಾಸ್ತ್ರ ಮತ್ತು ಇತಿಹಾಸವನ್ನು ಆಳವಾಗಿ ವಿಶ್ಲೇಷಿಸುತ್ತವೆ. ಅವರ ಕೃತಿಗಳು ಅನೇಕ ಭಾಷೆಗಳಿಗೆ ಅನುವಾದಗೊಂಡಿವೆ. ಸಾಹಿತ್ಯಾಸಕ್ತರು, ಶಿಕ್ಷಕರು ಹಾಗೂ ವಿದ್ಯಾರ್ಥಿಗಳು ಕಾರ್ಯಕ್ರಮದಲ್ಲಿ ಪಾಲ್ಗೊಂಡಿದ್ದರು. (975, 1907, 1148, 2033)
max-temp-degree: ° (1137, 83, 1145, 102)
registration-dots-center (707, 2357, 834, 2372)
warning-box (1298, 558, 1490, 878)
idol-shape (129, 308, 237, 551)
registration-dots-right (1285, 2357, 1413, 2372)
row-divider-1 (327, 512, 1491, 513)
pointing-hand-icon: ☝ (51, 164, 101, 214)
kiru-item-title-2: ನಾಳೆ ಸರಸ್ವತಿ ದೇವಿ ಪೂಜೆ (103, 988, 262, 1011)
ajit-caption: ಕಾನೂನು ಕಾಲೇಜಿನ ಪ್ರತಿಭಾ ಪುರಸ್ಕಾರ ಸಮಾರಂಭ (1157, 1376, 1310, 1387)
masthead (0, 0, 1541, 150)
chayana-photo (339, 1650, 799, 1823)
udyama-box-1 (575, 819, 825, 966)
min-temp-degree: ° (1210, 83, 1219, 102)
udyama-photo (575, 614, 1081, 812)
warning-item-4: ವರದಿ ಆಧಾರದ ಶಿಸ್ತು ಕ್ರಮ (1307, 828, 1390, 840)
tantrajnana-body: ಧಾರವಾಡ: ವಿದ್ಯಾರ್ಥಿಗಳಲ್ಲಿ ಹೆಚ್ಚಿದ ಡಿಜಿಟಲ್ ತಂತ್ರಜ್ಞಾನದ ಬಳಕೆಯು ಅವರ ಸ್ವಾಸ್ಥ್ಯ ಬೇಗನಿಗೆ ಮೇಲೆ ದುಷ್ಪರಿಣಾಮ ಬೀರುತ್ತಿದೆ. ಆದ್ದರಿಂದ ತಂತ್ರಜ್ಞಾನದ ಬಳಕೆ ಹಿತಮಿತವಾಗಿರಬೇಕು ಎಂದು ಕರ್ನಾಟಕ ಕಲಾ ಕಾಲೇಜಿನ ಪ್ರಾಚಾರ್ಯ ಡಾ. ಬಿ.ಸಿ. ಮುಳಗುಂದ ಹೇಳಿದರು. ನಗರದ ಕರ್ನಾಟಕ ಕಾಲೇಜಿನ ಸಭಾಂಗಣದಲ್ಲಿ ನಡೆದ ವಿಶೇಷ ಉಪನ್ಯಾಸ ಕಾರ್ಯಕ್ರಮದಲ್ಲಿ ಮಾತನಾಡಿದರು. ಮೊಬೈಲ್ ಬಳಕೆಯಿಂದ ಓದಿನ ಹವ್ಯಾಸ ಕಡಿಮೆಯಾಗುತ್ತಿದೆ. ಪುಸ್ತಕ ಓದುವ ಅಭ್ಯಾಸ ಬೆಳೆಸಿಕೊಳ್ಳಬೇಕು ಎಂದರು. (45, 1907, 217, 2021)
max-temp: 26 (1100, 86, 1139, 119)
quote-icon: ❝ (231, 2058, 260, 2087)
page-number: ೦೭ (301, 107, 335, 143)
chayana-title: ‘ಚಯನ’ ಕಥಾ ಸಂಕಲನ ಬಿಡುಗಡೆ (428, 1204, 710, 1234)
janaganati-title: ಜನಗಣತಿ ಉದಾಸೀನತೆಗೆ ಶಿಸ್ತು ಕ್ರಮ (1100, 519, 1407, 551)
column-divider-4 (587, 1864, 588, 2351)
